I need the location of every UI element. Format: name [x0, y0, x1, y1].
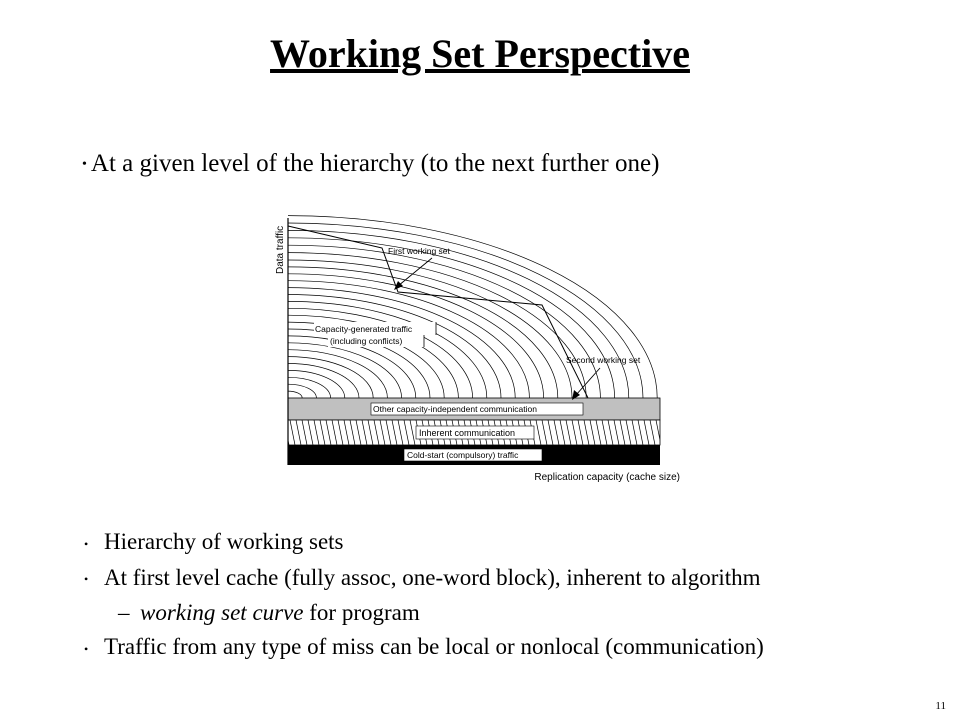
y-axis-label: Data traffic [275, 225, 286, 274]
sub-bullet-italic: working set curve [140, 600, 304, 626]
bullet-dot-icon: • [84, 642, 89, 657]
other-communication-label: Other capacity-independent communication [373, 404, 537, 414]
first-working-set-label: First working set [388, 246, 450, 256]
second-working-set-label: Second working set [566, 355, 641, 365]
lead-bullet-text: At a given level of the hierarchy (to the next further one) [90, 150, 660, 177]
sub-bullet-rest: for program [303, 600, 420, 626]
x-axis-label: Replication capacity (cache size) [534, 472, 680, 483]
bullet-traffic [84, 630, 764, 666]
inherent-communication-label: Inherent communication [419, 428, 516, 438]
sub-bullet-dash: – [118, 600, 130, 626]
working-set-diagram [270, 210, 700, 490]
traffic-arc [288, 230, 629, 398]
capacity-generated-label: Capacity-generated traffic [315, 324, 413, 334]
traffic-arc [288, 343, 402, 398]
lead-bullet [82, 150, 659, 178]
bullet-dot-icon: • [84, 536, 89, 551]
traffic-arc [288, 216, 657, 398]
sub-bullet-working-set-curve [84, 596, 764, 630]
bullet-first-level-text: At first level cache (fully assoc, one-word block), inherent to algorithm [104, 564, 761, 590]
bullet-hierarchy [84, 525, 764, 561]
bullet-dot-icon: • [84, 572, 89, 587]
page-number: 11 [935, 700, 946, 712]
traffic-arc [288, 370, 345, 398]
capacity-conflicts-label: (including conflicts) [330, 336, 403, 346]
traffic-arc [288, 308, 473, 398]
bullet-list [84, 525, 764, 666]
traffic-arc [288, 357, 373, 398]
slide-title: Working Set Perspective [270, 31, 690, 76]
traffic-arc [288, 377, 331, 398]
bullet-dot-icon: • [82, 157, 87, 173]
bullet-first-level [84, 561, 764, 597]
traffic-arc [288, 391, 302, 398]
hatch-line [668, 420, 673, 445]
bullet-traffic-text: Traffic from any type of miss can be local or nonlocal (communication) [104, 634, 764, 660]
bullet-hierarchy-text: Hierarchy of working sets [104, 529, 344, 554]
capacity-traffic-arcs [288, 216, 657, 398]
cold-start-label: Cold-start (compulsory) traffic [407, 450, 519, 460]
hatch-line [662, 420, 667, 445]
traffic-arc [288, 223, 643, 398]
